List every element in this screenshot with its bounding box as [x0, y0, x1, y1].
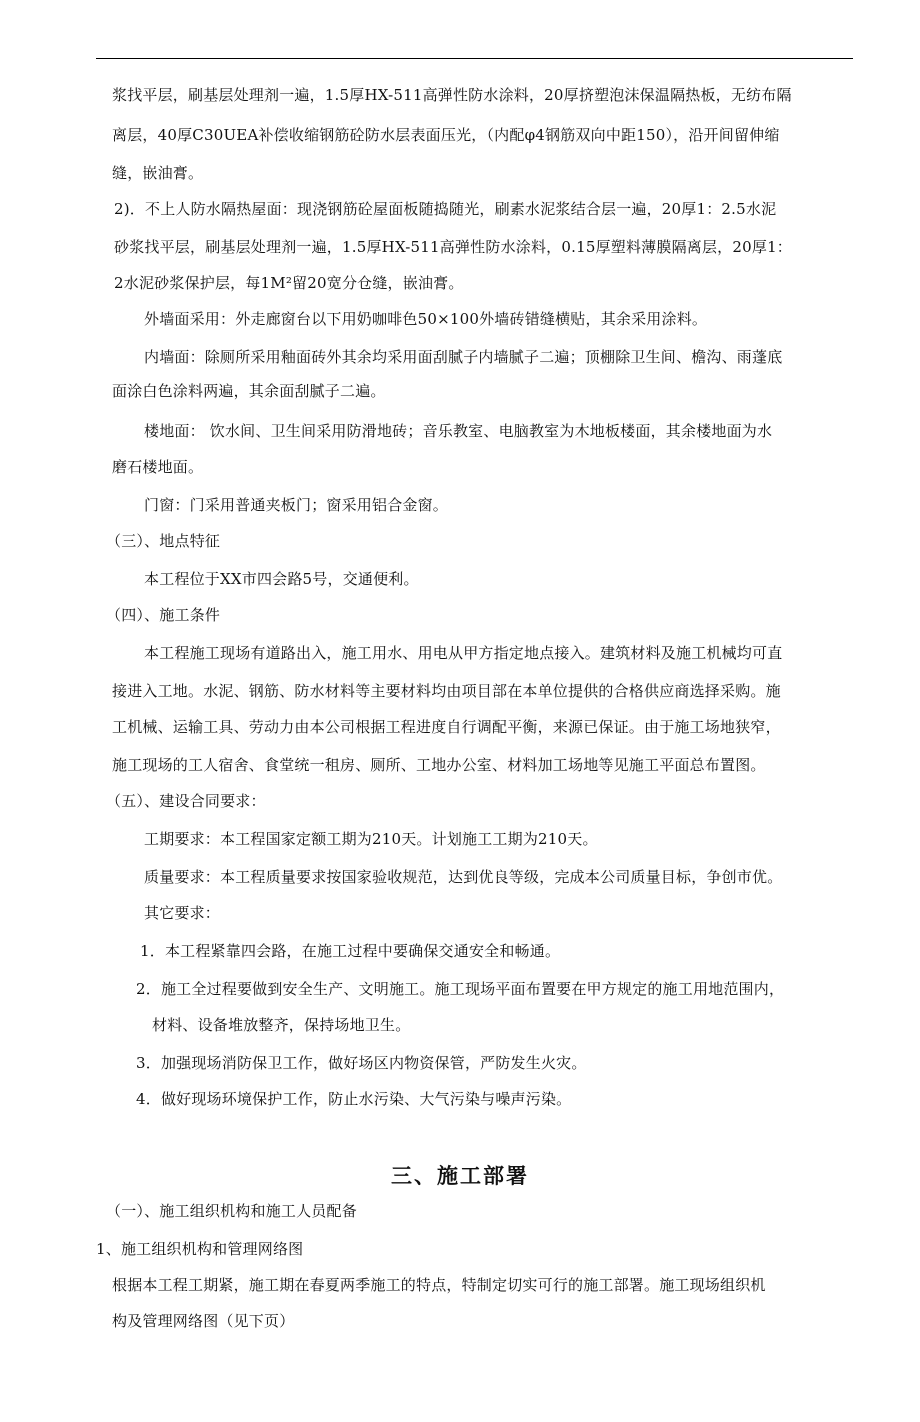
- text-line: 离层，40厚C30UEA补偿收缩钢筋砼防水层表面压光，（内配φ4钢筋双向中距150），沿开间留伸缩: [112, 126, 780, 144]
- text-line: 缝，嵌油膏。: [112, 164, 204, 182]
- section-subheading: （一）、施工组织机构和施工人员配备: [106, 1202, 357, 1220]
- text-line: 内墙面：除厕所采用釉面砖外其余均采用面刮腻子内墙腻子二遍；顶棚除卫生间、檐沟、雨蓬底: [144, 348, 783, 366]
- list-item: 2．施工全过程要做到安全生产、文明施工。施工现场平面布置要在甲方规定的施工用地范围内，: [136, 980, 785, 998]
- text-line: 本工程施工现场有道路出入，施工用水、用电从甲方指定地点接入。建筑材料及施工机械均可直: [144, 644, 783, 662]
- section-heading: 三、施工部署: [391, 1164, 529, 1188]
- text-line: 砂浆找平层，刷基层处理剂一遍，1.5厚HX-511高弹性防水涂料，0.15厚塑料薄膜隔离层，20厚1：: [114, 238, 793, 256]
- section-subheading: （三）、地点特征: [106, 532, 221, 550]
- text-line: 施工现场的工人宿舍、食堂统一租房、厕所、工地办公室、材料加工场地等见施工平面总布置图。: [112, 756, 766, 774]
- text-line: 2)．不上人防水隔热屋面：现浇钢筋砼屋面板随捣随光，刷素水泥浆结合层一遍，20厚1：2.5水泥: [114, 200, 777, 218]
- text-line: 构及管理网络图（见下页）: [112, 1312, 295, 1330]
- text-line: 材料、设备堆放整齐，保持场地卫生。: [152, 1016, 411, 1034]
- text-line: 磨石楼地面。: [112, 458, 204, 476]
- text-line: 外墙面采用：外走廊窗台以下用奶咖啡色50×100外墙砖错缝横贴，其余采用涂料。: [144, 310, 708, 328]
- text-line: 工期要求：本工程国家定额工期为210天。计划施工工期为210天。: [144, 830, 598, 848]
- list-item: 3．加强现场消防保卫工作，做好场区内物资保管，严防发生火灾。: [136, 1054, 587, 1072]
- text-line: 根据本工程工期紧，施工期在春夏两季施工的特点，特制定切实可行的施工部署。施工现场组织机: [112, 1276, 766, 1294]
- text-line: 浆找平层，刷基层处理剂一遍，1.5厚HX-511高弹性防水涂料，20厚挤塑泡沫保温隔热板，无纺布隔: [112, 86, 792, 104]
- list-item: 1．本工程紧靠四会路，在施工过程中要确保交通安全和畅通。: [140, 942, 561, 960]
- text-line: 本工程位于XX市四会路5号，交通便利。: [144, 570, 419, 588]
- text-line: 楼地面： 饮水间、卫生间采用防滑地砖；音乐教室、电脑教室为木地板楼面，其余楼地面为水: [144, 422, 773, 440]
- text-line: 其它要求：: [144, 904, 221, 922]
- text-line: 工机械、运输工具、劳动力由本公司根据工程进度自行调配平衡，来源已保证。由于施工场地狭窄，: [112, 718, 781, 736]
- section-subheading: （四）、施工条件: [106, 606, 221, 624]
- text-line: 2水泥砂浆保护层，每1M²留20宽分仓缝，嵌油膏。: [114, 274, 464, 292]
- list-item: 4．做好现场环境保护工作，防止水污染、大气污染与噪声污染。: [136, 1090, 572, 1108]
- text-line: 面涂白色涂料两遍，其余面刮腻子二遍。: [112, 382, 386, 400]
- header-rule: [96, 58, 853, 59]
- section-subheading: （五）、建设合同要求：: [106, 792, 266, 810]
- text-line: 质量要求：本工程质量要求按国家验收规范，达到优良等级，完成本公司质量目标，争创市优。: [144, 868, 783, 886]
- text-line: 接进入工地。水泥、钢筋、防水材料等主要材料均由项目部在本单位提供的合格供应商选择采购。施: [112, 682, 781, 700]
- text-line: 门窗：门采用普通夹板门；窗采用铝合金窗。: [144, 496, 449, 514]
- section-subheading: 1、施工组织机构和管理网络图: [96, 1240, 304, 1258]
